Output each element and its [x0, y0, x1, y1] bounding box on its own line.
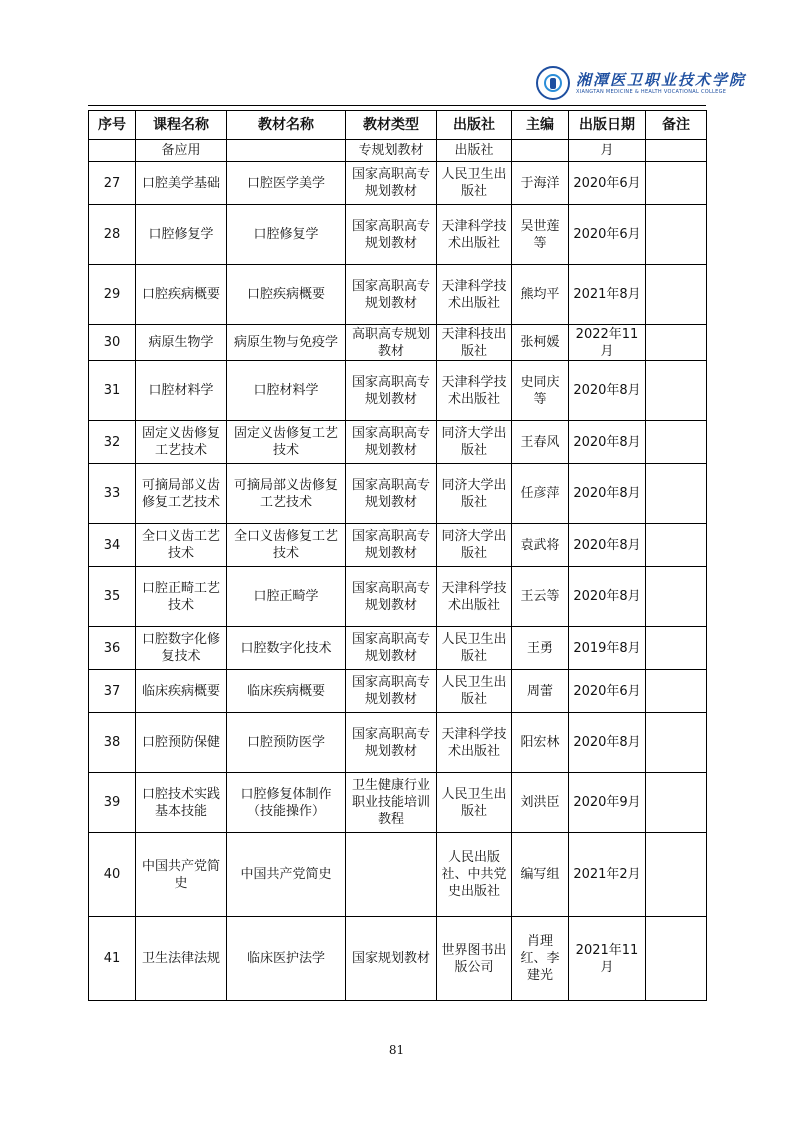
- cell-type: 国家高职高专规划教材: [346, 421, 437, 464]
- header-course: 课程名称: [136, 111, 227, 140]
- textbook-table: [88, 110, 707, 1001]
- cell-date: 2020年8月: [569, 567, 646, 627]
- cell-note: [646, 917, 707, 1001]
- cell-note: [646, 140, 707, 162]
- cell-date: 2021年8月: [569, 265, 646, 325]
- cell-editor: 吴世莲等: [512, 205, 569, 265]
- cell-editor: 袁武将: [512, 524, 569, 567]
- cell-note: [646, 627, 707, 670]
- college-name-en: XIANGTAN MEDICINE & HEALTH VOCATIONAL COLLEGE: [576, 88, 727, 95]
- cell-course: 口腔预防保健: [136, 713, 227, 773]
- cell-publisher: 人民卫生出版社: [437, 162, 512, 205]
- cell-no: 41: [89, 917, 136, 1001]
- table-row: [89, 140, 707, 162]
- cell-editor: 王勇: [512, 627, 569, 670]
- cell-textbook: 口腔数字化技术: [227, 627, 346, 670]
- cell-publisher: 同济大学出版社: [437, 524, 512, 567]
- cell-note: [646, 773, 707, 833]
- cell-textbook: 口腔预防医学: [227, 713, 346, 773]
- cell-type: 国家高职高专规划教材: [346, 627, 437, 670]
- table-row: [89, 361, 707, 421]
- cell-type: [346, 833, 437, 917]
- cell-textbook: 病原生物与免疫学: [227, 325, 346, 361]
- header-publisher: 出版社: [437, 111, 512, 140]
- table-row: [89, 833, 707, 917]
- cell-textbook: 口腔修复体制作（技能操作）: [227, 773, 346, 833]
- cell-publisher: 天津科学技术出版社: [437, 567, 512, 627]
- cell-textbook: 可摘局部义齿修复工艺技术: [227, 464, 346, 524]
- cell-date: 2020年8月: [569, 421, 646, 464]
- cell-publisher: 世界图书出版公司: [437, 917, 512, 1001]
- table-row: [89, 567, 707, 627]
- cell-no: 34: [89, 524, 136, 567]
- cell-no: 40: [89, 833, 136, 917]
- table-row: [89, 421, 707, 464]
- college-logo: [536, 66, 746, 100]
- cell-publisher: 人民出版社、中共党史出版社: [437, 833, 512, 917]
- cell-editor: 于海洋: [512, 162, 569, 205]
- cell-no: 27: [89, 162, 136, 205]
- cell-publisher: 天津科学技术出版社: [437, 265, 512, 325]
- cell-note: [646, 567, 707, 627]
- cell-editor: 熊均平: [512, 265, 569, 325]
- cell-course: 口腔材料学: [136, 361, 227, 421]
- cell-no: 31: [89, 361, 136, 421]
- cell-note: [646, 162, 707, 205]
- cell-course: 固定义齿修复工艺技术: [136, 421, 227, 464]
- table-row: [89, 524, 707, 567]
- table-row: [89, 713, 707, 773]
- cell-course: 口腔美学基础: [136, 162, 227, 205]
- cell-publisher: 人民卫生出版社: [437, 627, 512, 670]
- cell-editor: 王云等: [512, 567, 569, 627]
- cell-note: [646, 524, 707, 567]
- cell-type: 国家高职高专规划教材: [346, 524, 437, 567]
- cell-type: 国家高职高专规划教材: [346, 162, 437, 205]
- cell-course: 全口义齿工艺技术: [136, 524, 227, 567]
- cell-textbook: 临床医护法学: [227, 917, 346, 1001]
- cell-textbook: 临床疾病概要: [227, 670, 346, 713]
- cell-date: 2020年6月: [569, 162, 646, 205]
- cell-date: 2020年8月: [569, 524, 646, 567]
- cell-editor: 编写组: [512, 833, 569, 917]
- cell-textbook: 固定义齿修复工艺技术: [227, 421, 346, 464]
- cell-note: [646, 833, 707, 917]
- cell-course: 卫生法律法规: [136, 917, 227, 1001]
- cell-note: [646, 325, 707, 361]
- header-type: 教材类型: [346, 111, 437, 140]
- cell-note: [646, 205, 707, 265]
- cell-date: 2022年11月: [569, 325, 646, 361]
- table-row: [89, 205, 707, 265]
- cell-textbook: 口腔修复学: [227, 205, 346, 265]
- table-row: [89, 773, 707, 833]
- college-name-block: [576, 71, 746, 96]
- cell-editor: 王春风: [512, 421, 569, 464]
- cell-editor: 张柯媛: [512, 325, 569, 361]
- header-date: 出版日期: [569, 111, 646, 140]
- cell-course: 病原生物学: [136, 325, 227, 361]
- cell-type: 国家高职高专规划教材: [346, 670, 437, 713]
- cell-editor: 阳宏林: [512, 713, 569, 773]
- cell-publisher: 同济大学出版社: [437, 421, 512, 464]
- cell-date: 2019年8月: [569, 627, 646, 670]
- cell-editor: 刘洪臣: [512, 773, 569, 833]
- cell-type: 专规划教材: [346, 140, 437, 162]
- table-row: [89, 325, 707, 361]
- cell-date: 月: [569, 140, 646, 162]
- table-row: [89, 917, 707, 1001]
- cell-type: 国家高职高专规划教材: [346, 567, 437, 627]
- page-number: 81: [388, 1043, 405, 1057]
- cell-publisher: 出版社: [437, 140, 512, 162]
- header-rule: [88, 105, 706, 106]
- cell-course: 口腔疾病概要: [136, 265, 227, 325]
- cell-textbook: 口腔正畸学: [227, 567, 346, 627]
- cell-date: 2020年8月: [569, 464, 646, 524]
- cell-course: 口腔数字化修复技术: [136, 627, 227, 670]
- cell-publisher: 天津科技出版社: [437, 325, 512, 361]
- cell-no: 35: [89, 567, 136, 627]
- cell-type: 国家规划教材: [346, 917, 437, 1001]
- cell-type: 国家高职高专规划教材: [346, 713, 437, 773]
- cell-no: 32: [89, 421, 136, 464]
- cell-editor: [512, 140, 569, 162]
- cell-no: [89, 140, 136, 162]
- cell-textbook: 全口义齿修复工艺技术: [227, 524, 346, 567]
- cell-textbook: [227, 140, 346, 162]
- cell-note: [646, 464, 707, 524]
- cell-editor: 任彦萍: [512, 464, 569, 524]
- cell-date: 2021年2月: [569, 833, 646, 917]
- table-row: [89, 464, 707, 524]
- cell-note: [646, 361, 707, 421]
- table-row: [89, 162, 707, 205]
- cell-no: 38: [89, 713, 136, 773]
- cell-course: 可摘局部义齿修复工艺技术: [136, 464, 227, 524]
- cell-date: 2021年11月: [569, 917, 646, 1001]
- cell-note: [646, 713, 707, 773]
- cell-no: 28: [89, 205, 136, 265]
- cell-publisher: 人民卫生出版社: [437, 670, 512, 713]
- cell-date: 2020年6月: [569, 670, 646, 713]
- cell-note: [646, 265, 707, 325]
- cell-editor: 史同庆等: [512, 361, 569, 421]
- cell-no: 39: [89, 773, 136, 833]
- cell-note: [646, 670, 707, 713]
- cell-no: 33: [89, 464, 136, 524]
- table-row: [89, 627, 707, 670]
- cell-publisher: 人民卫生出版社: [437, 773, 512, 833]
- cell-publisher: 同济大学出版社: [437, 464, 512, 524]
- cell-course: 口腔正畸工艺技术: [136, 567, 227, 627]
- cell-type: 国家高职高专规划教材: [346, 265, 437, 325]
- cell-date: 2020年8月: [569, 361, 646, 421]
- cell-type: 国家高职高专规划教材: [346, 464, 437, 524]
- header-no: 序号: [89, 111, 136, 140]
- table-row: [89, 670, 707, 713]
- cell-no: 29: [89, 265, 136, 325]
- cell-no: 30: [89, 325, 136, 361]
- college-name-cn: 湘潭医卫职业技术学院: [576, 70, 747, 89]
- cell-publisher: 天津科学技术出版社: [437, 205, 512, 265]
- cell-type: 卫生健康行业职业技能培训教程: [346, 773, 437, 833]
- cell-note: [646, 421, 707, 464]
- cell-textbook: 口腔医学美学: [227, 162, 346, 205]
- cell-textbook: 中国共产党简史: [227, 833, 346, 917]
- cell-editor: 周蕾: [512, 670, 569, 713]
- table-row: [89, 265, 707, 325]
- cell-date: 2020年6月: [569, 205, 646, 265]
- cell-textbook: 口腔疾病概要: [227, 265, 346, 325]
- header-note: 备注: [646, 111, 707, 140]
- cell-course: 口腔修复学: [136, 205, 227, 265]
- cell-textbook: 口腔材料学: [227, 361, 346, 421]
- cell-type: 国家高职高专规划教材: [346, 205, 437, 265]
- header-editor: 主编: [512, 111, 569, 140]
- cell-course: 备应用: [136, 140, 227, 162]
- cell-no: 37: [89, 670, 136, 713]
- cell-editor: 肖理红、李建光: [512, 917, 569, 1001]
- cell-course: 口腔技术实践基本技能: [136, 773, 227, 833]
- cell-date: 2020年9月: [569, 773, 646, 833]
- header-textbook: 教材名称: [227, 111, 346, 140]
- cell-course: 临床疾病概要: [136, 670, 227, 713]
- cell-course: 中国共产党简史: [136, 833, 227, 917]
- cell-publisher: 天津科学技术出版社: [437, 713, 512, 773]
- table-header-row: [89, 111, 707, 140]
- cell-no: 36: [89, 627, 136, 670]
- college-seal-icon: [536, 66, 570, 100]
- cell-publisher: 天津科学技术出版社: [437, 361, 512, 421]
- cell-date: 2020年8月: [569, 713, 646, 773]
- cell-type: 国家高职高专规划教材: [346, 361, 437, 421]
- cell-type: 高职高专规划教材: [346, 325, 437, 361]
